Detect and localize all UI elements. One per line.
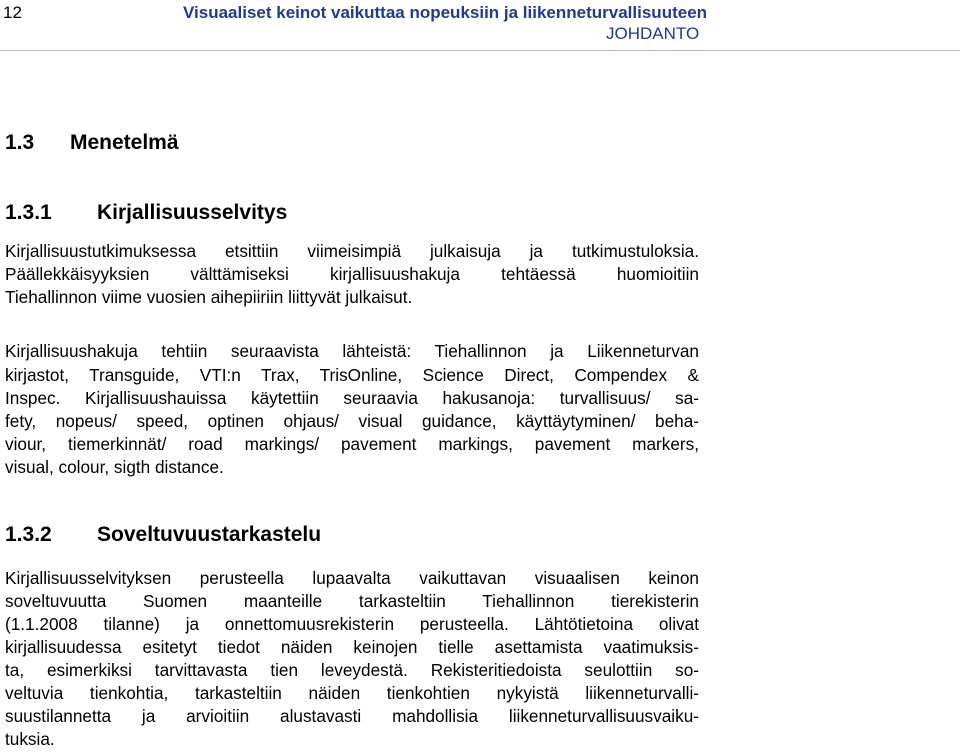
paragraph-line: (1.1.2008 tilanne) ja onnettomuusrekisterin perusteella. Lähtötietoina olivat [5, 614, 699, 634]
paragraph-line: ta, esimerkiksi tarvittavasta tien leveydestä. Rekisteritiedoista seulottiin so- [5, 660, 699, 680]
subsection-heading: Kirjallisuusselvitys [97, 201, 288, 224]
paragraph-line: Kirjallisuusselvityksen perusteella lupaavalta vaikuttavan visuaalisen keinon [5, 568, 699, 588]
page-number: 12 [3, 3, 22, 22]
section-number: 1.3 [5, 131, 35, 154]
paragraph-line: Kirjallisuustutkimuksessa etsittiin viimeisimpiä julkaisuja ja tutkimustuloksia. [5, 241, 699, 261]
running-header-title: Visuaaliset keinot vaikuttaa nopeuksiin ja liikenneturvallisuuteen [183, 3, 708, 22]
paragraph-line: kirjallisuudessa esitetyt tiedot näiden keinojen tielle asettamista vaatimuksis- [5, 637, 699, 657]
header-divider [0, 50, 960, 51]
paragraph-line: tuksia. [5, 729, 55, 749]
paragraph-line: viour, tiemerkinnät/ road markings/ pavement markings, pavement markers, [5, 434, 699, 454]
paragraph-line: kirjastot, Transguide, VTI:n Trax, TrisOnline, Science Direct, Compendex & [5, 365, 699, 385]
paragraph-line: Tiehallinnon viime vuosien aihepiiriin liittyvät julkaisut. [5, 287, 413, 307]
paragraph-line: suustilannetta ja arvioitiin alustavasti mahdollisia liikenneturvallisuusvaiku- [5, 706, 699, 726]
paragraph-line: fety, nopeus/ speed, optinen ohjaus/ visual guidance, käyttäytyminen/ beha- [5, 411, 699, 431]
paragraph-line: visual, colour, sigth distance. [5, 457, 224, 477]
subsection-number: 1.3.2 [5, 523, 52, 546]
paragraph-line: Kirjallisuushakuja tehtiin seuraavista lähteistä: Tiehallinnon ja Liikenneturvan [5, 341, 699, 361]
running-header-section: JOHDANTO [606, 24, 700, 43]
paragraph-line: veltuvia tienkohtia, tarkasteltiin näiden tienkohtien nykyistä liikenneturvalli- [5, 683, 699, 703]
subsection-heading: Soveltuvuustarkastelu [97, 523, 322, 546]
section-heading: Menetelmä [70, 131, 179, 154]
subsection-number: 1.3.1 [5, 201, 52, 224]
paragraph-line: Päällekkäisyyksien välttämiseksi kirjallisuushakuja tehtäessä huomioitiin [5, 264, 699, 284]
paragraph-line: soveltuvuutta Suomen maanteille tarkasteltiin Tiehallinnon tierekisterin [5, 591, 699, 611]
paragraph-line: Inspec. Kirjallisuushauissa käytettiin seuraavia hakusanoja: turvallisuus/ sa- [5, 388, 699, 408]
